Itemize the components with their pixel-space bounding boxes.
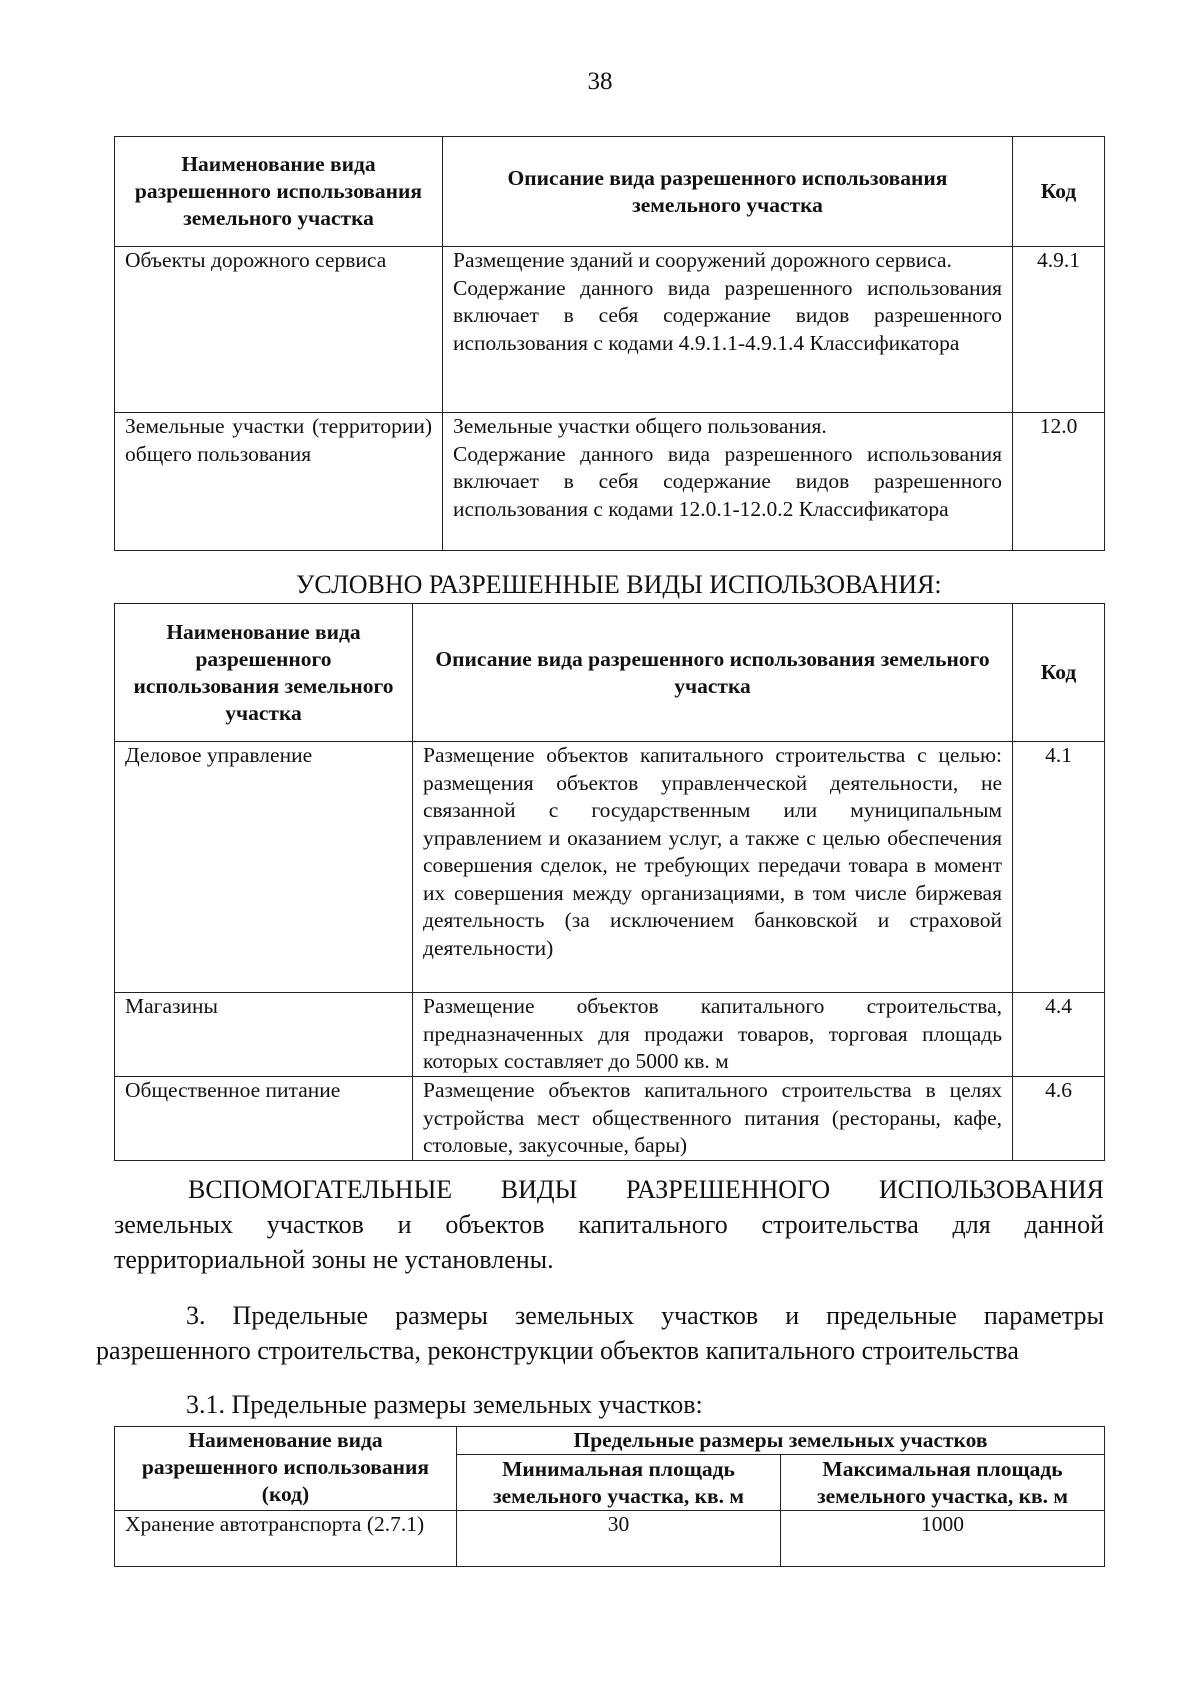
row-description: Земельные участки общего пользования. Содержание данного вида разрешенного использования включает в себя содержание видов разрешенного использования с кодами 12.0.1-12.0.2 Классификатора — [443, 413, 1013, 551]
plot-size-limits-table — [114, 1426, 1105, 1567]
table-header-row — [115, 604, 1105, 742]
row-name: Магазины — [115, 993, 413, 1077]
paragraph-line: ВСПОМОГАТЕЛЬНЫЕ ВИДЫ РАЗРЕШЕННОГО ИСПОЛЬЗОВАНИЯ — [188, 1175, 1104, 1204]
header-size-limits: Предельные размеры земельных участков — [457, 1427, 1105, 1455]
conditional-uses-table — [114, 603, 1105, 1161]
row-max-area: 1000 — [781, 1511, 1105, 1567]
table-header-row — [115, 1427, 1105, 1455]
row-description: Размещение объектов капитального строительства в целях устройства мест общественного питания (рестораны, кафе, столовые, закусочные, бары) — [413, 1077, 1013, 1161]
row-code: 4.9.1 — [1013, 247, 1105, 413]
row-description: Размещение объектов капитального строительства, предназначенных для продажи товаров, торговая площадь которых составляет до 5000 кв. м — [413, 993, 1013, 1077]
row-min-area: 30 — [457, 1511, 781, 1567]
table-row — [115, 247, 1105, 413]
paragraph-line: территориальной зоны не установлены. — [114, 1245, 554, 1274]
row-name: Общественное питание — [115, 1077, 413, 1161]
table-row — [115, 993, 1105, 1077]
permitted-uses-table — [114, 136, 1105, 551]
row-code: 12.0 — [1013, 413, 1105, 551]
header-name: Наименование вида разрешенного использования земельного участка — [115, 137, 443, 247]
paragraph-line: земельных участков и объектов капитального строительства для данной — [114, 1210, 1104, 1239]
row-code: 4.1 — [1013, 742, 1105, 993]
table-row — [115, 1511, 1105, 1567]
section-3-paragraph — [96, 1298, 1104, 1368]
header-description: Описание вида разрешенного использования земельного участка — [443, 137, 1013, 247]
table-header-row — [115, 137, 1105, 247]
row-name: Хранение автотранспорта (2.7.1) — [115, 1511, 457, 1567]
section-3-1-heading: 3.1. Предельные размеры земельных участков: — [186, 1390, 703, 1419]
paragraph-line: 3. Предельные размеры земельных участков и предельные параметры — [186, 1301, 1104, 1330]
paragraph-line: разрешенного строительства, реконструкции объектов капитального строительства — [96, 1336, 1019, 1365]
row-name: Деловое управление — [115, 742, 413, 993]
row-name: Объекты дорожного сервиса — [115, 247, 443, 413]
table-row — [115, 413, 1105, 551]
conditional-uses-heading: УСЛОВНО РАЗРЕШЕННЫЕ ВИДЫ ИСПОЛЬЗОВАНИЯ: — [296, 570, 942, 599]
row-code: 4.6 — [1013, 1077, 1105, 1161]
header-min-area: Минимальная площадь земельного участка, кв. м — [457, 1455, 781, 1511]
header-code: Код — [1013, 604, 1105, 742]
auxiliary-uses-paragraph — [114, 1172, 1104, 1277]
row-description: Размещение объектов капитального строительства с целью: размещения объектов управленческой деятельности, не связанной с государственным или муниципальным управлением и оказанием услуг, а также с целью обеспечения совершения сделок, не требующих передачи товара в момент их совершения между организациями, в том числе биржевая деятельность (за исключением банковской и страховой деятельности) — [413, 742, 1013, 993]
page-number: 38 — [587, 68, 613, 95]
row-name: Земельные участки (территории) общего пользования — [115, 413, 443, 551]
header-description: Описание вида разрешенного использования земельного участка — [413, 604, 1013, 742]
header-name: Наименование вида разрешенного использования земельного участка — [115, 604, 413, 742]
table-row — [115, 1077, 1105, 1161]
row-description: Размещение зданий и сооружений дорожного сервиса. Содержание данного вида разрешенного использования включает в себя содержание видов разрешенного использования с кодами 4.9.1.1-4.9.1.4 Классификатора — [443, 247, 1013, 413]
header-name: Наименование вида разрешенного использования (код) — [115, 1427, 457, 1511]
header-max-area: Максимальная площадь земельного участка, кв. м — [781, 1455, 1105, 1511]
row-code: 4.4 — [1013, 993, 1105, 1077]
header-code: Код — [1013, 137, 1105, 247]
table-row — [115, 742, 1105, 993]
